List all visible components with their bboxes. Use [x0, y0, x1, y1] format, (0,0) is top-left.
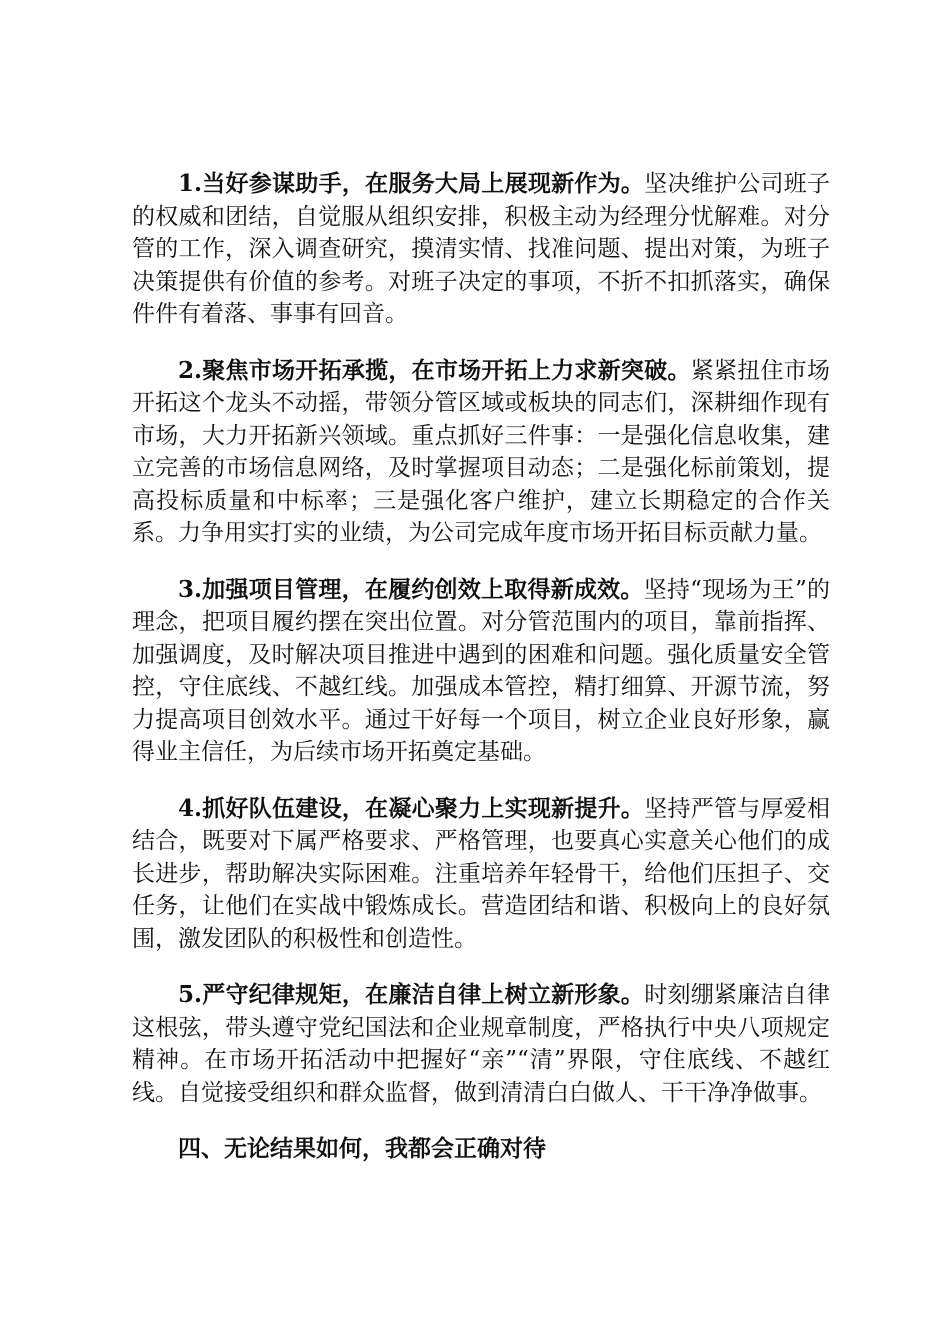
paragraph-2-lead: 2.聚焦市场开拓承揽，在市场开拓上力求新突破。	[178, 356, 691, 384]
paragraph-2-body: 紧紧扭住市场开拓这个龙头不动摇，带领分管区域或板块的同志们，深耕细作现有市场，大力开拓新兴领域。重点抓好三件事：一是强化信息收集，建立完善的市场信息网络，及时掌握项目动态；二是强化标前策划，提高投标质量和中标率；三是强化客户维护，建立长期稳定的合作关系。力争用实打实的业绩，为公司完成年度市场开拓目标贡献力量。	[132, 357, 830, 546]
paragraph-1-body: 坚决维护公司班子的权威和团结，自觉服从组织安排，积极主动为经理分忧解难。对分管的工作，深入调查研究，摸清实情、找准问题、提出对策，为班子决策提供有价值的参考。对班子决定的事项，不折不扣抓落实，确保件件有着落、事事有回音。	[132, 171, 830, 327]
paragraph-5-lead: 5.严守纪律规矩，在廉洁自律上树立新形象。	[178, 981, 645, 1008]
paragraph-4	[132, 793, 830, 956]
paragraph-3	[132, 574, 830, 769]
paragraph-4-body: 坚持严管与厚爱相结合，既要对下属严格要求、严格管理，也要真心实意关心他们的成长进步，帮助解决实际困难。注重培养年轻骨干，给他们压担子、交任务，让他们在实战中锻炼成长。营造团结和谐、积极向上的良好氛围，激发团队的积极性和创造性。	[132, 795, 830, 952]
paragraph-5	[132, 979, 830, 1109]
paragraph-1	[132, 168, 830, 331]
paragraph-1-lead: 1.当好参谋助手，在服务大局上展现新作为。	[178, 170, 645, 197]
document-page	[132, 168, 830, 1166]
paragraph-4-lead: 4.抓好队伍建设，在凝心聚力上实现新提升。	[178, 794, 645, 822]
paragraph-3-lead: 3.加强项目管理，在履约创效上取得新成效。	[178, 575, 644, 603]
paragraph-3-body: 坚持“现场为王”的理念，把项目履约摆在突出位置。对分管范围内的项目，靠前指挥、加强调度，及时解决项目推进中遇到的困难和问题。强化质量安全管控，守住底线、不越红线。加强成本管控，精打细算、开源节流，努力提高项目创效水平。通过干好每一个项目，树立企业良好形象，赢得业主信任，为后续市场开拓奠定基础。	[132, 576, 830, 765]
paragraph-2	[132, 355, 830, 550]
section-heading: 四、无论结果如何，我都会正确对待	[178, 1135, 546, 1162]
paragraph-5-body: 时刻绷紧廉洁自律这根弦，带头遵守党纪国法和企业规章制度，严格执行中央八项规定精神。在市场开拓活动中把握好“亲”“清”界限，守住底线、不越红线。自觉接受组织和群众监督，做到清清白白做人、干干净净做事。	[132, 982, 830, 1106]
